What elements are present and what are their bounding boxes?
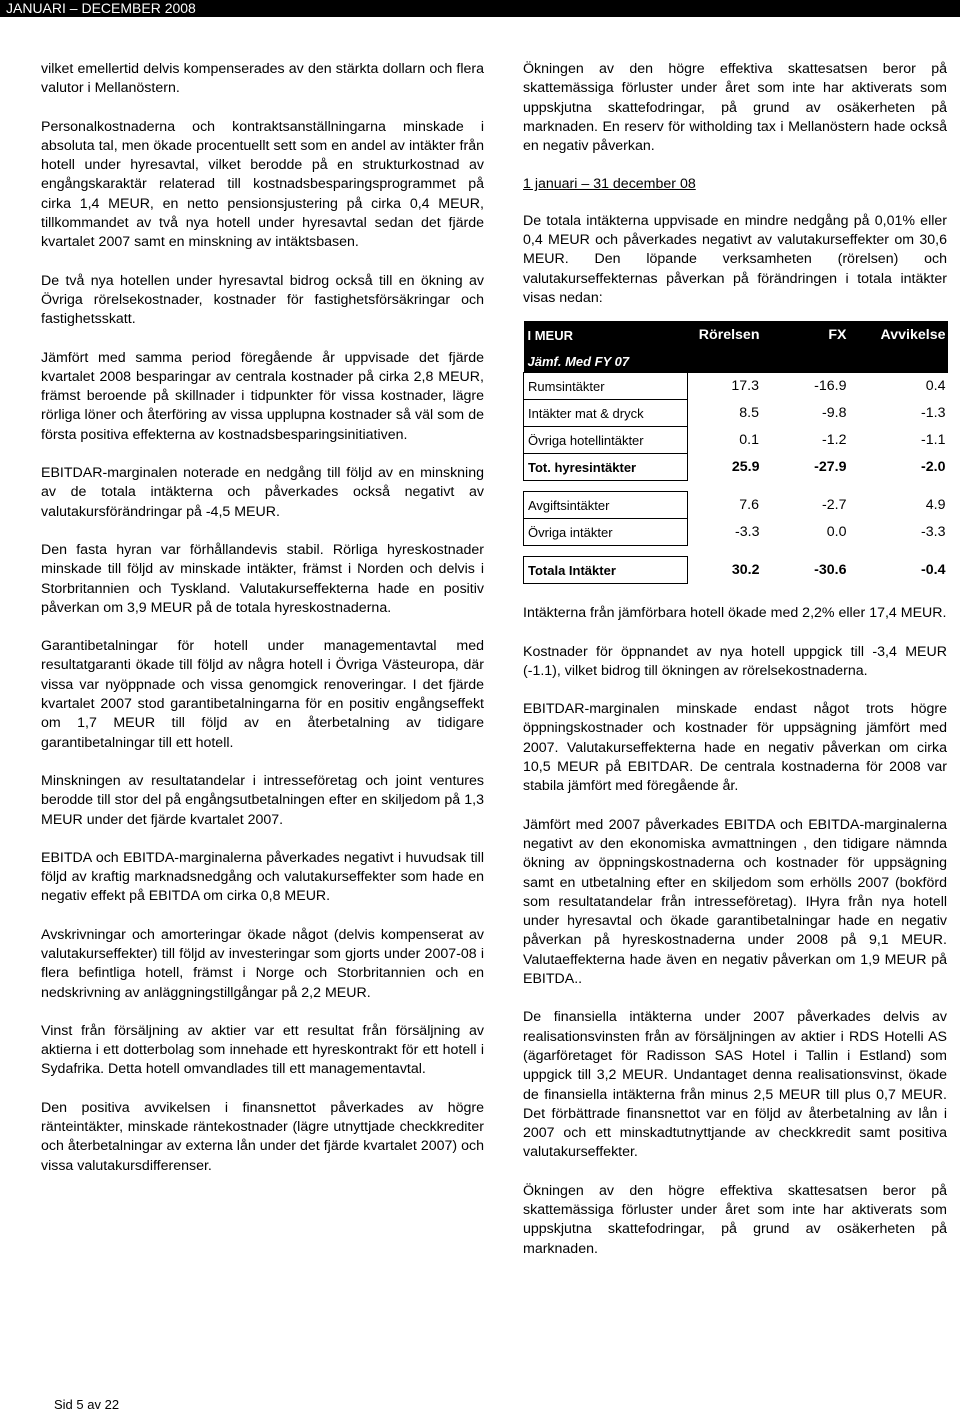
left-paragraph-10: Avskrivningar och amorteringar ökade något (delvis kompenserat av valutakurseffekter) till följd av investeringar som gjorts under 2007-08 i flera befintliga hotell, främst i Norge och Storbritannien och en nedskrivning av anläggningstillgångar på 2,2 MEUR.: [41, 926, 484, 1001]
left-paragraph-5: EBITDAR-marginalen noterade en nedgång till följd av en minskning av de totala intäkterna och påverkades också negativt av valutakursförändringar på -4,5 MEUR.: [41, 465, 484, 520]
column-header-rorelsen: Rörelsen: [688, 321, 762, 350]
left-paragraph-11: Vinst från försäljning av aktier var ett resultat från försäljning av aktierna i ett dotterbolag som innehade ett hyreskontrakt för ett hotell i Sydafrika. Detta hotell omvandlades till ett managementavtal.: [41, 1022, 484, 1078]
right-paragraph-1: Intäkterna från jämförbara hotell ökade med 2,2% eller 17,4 MEUR.: [523, 605, 947, 622]
row-label: Övriga intäkter: [524, 519, 688, 546]
table-header-row: [524, 321, 948, 350]
cell-rorelsen: 30.2: [731, 561, 760, 578]
left-paragraph-9: EBITDA och EBITDA-marginalerna påverkades negativt i huvudsak till följd av kraftig marknadsnedgång och valutakurseffekter som hade en negativ effekt på EBITDA om cirka 0,8 MEUR.: [41, 849, 484, 905]
right-paragraph-6: Ökningen av den högre effektiva skattesatsen beror på skattemässiga förluster under året som inte har aktiverats som uppskjutna skattefodringar, på grund av osäkerheten på marknaden.: [523, 1182, 947, 1257]
row-label: Avgiftsintäkter: [524, 492, 688, 519]
row-label: Intäkter mat & dryck: [524, 400, 688, 427]
column-header-avvikelse: Avvikelse: [849, 321, 948, 350]
cell-fx: -1.2: [822, 431, 847, 448]
cell-avvikelse: -1.1: [921, 431, 946, 448]
cell-rorelsen: 8.5: [739, 404, 759, 421]
left-paragraph-7: Garantibetalningar för hotell under managementavtal med resultatgaranti ökade till följd av några hotell i Övriga Västeuropa, där vissa var nyöppnade och vissa genomgick renoveringar. I det fjärde kvartalet 2007 stod garantibetalningarna för en positiv engångseffekt om 1,7 MEUR till följd av en återbetalning av tidigare garantibetalningar till ett hotell.: [41, 638, 484, 751]
table-row: [524, 519, 948, 546]
right-paragraph-5: De finansiella intäkterna under 2007 påverkades delvis av realisationsvinsten från av försäljningen av aktier i RDS Hotelli AS (ägarföretaget för Radisson SAS Hotel i Tallin i Estland) som uppgick till 3,2 MEUR. Undantaget denna realisationsvinst, ökade de finansiella intäkterna från minus 2,5 MEUR till plus 0,7 MEUR. Det förbättrade finansnettot var en följd av återbetalning av lån i 2007 och ett minskadtutnyttjande av checkkredit samt positiva valutakurseffekter.: [523, 1009, 947, 1161]
table-gap: [524, 481, 948, 492]
cell-rorelsen: -3.3: [735, 523, 760, 540]
cell-rorelsen: 7.6: [739, 496, 759, 513]
table-row: [524, 492, 948, 519]
cell-avvikelse: 4.9: [925, 496, 946, 513]
total-row: [524, 557, 948, 584]
period-subheading: 1 januari – 31 december 08: [523, 176, 696, 193]
page-number: Sid 5 av 22: [54, 1397, 120, 1412]
header-bar: [0, 0, 960, 17]
cell-rorelsen: 25.9: [731, 458, 760, 475]
cell-avvikelse: -2.0: [921, 458, 946, 475]
row-label: Övriga hotellintäkter: [524, 427, 688, 454]
cell-avvikelse: -1.3: [921, 404, 946, 421]
cell-fx: -16.9: [814, 377, 847, 394]
left-paragraph-3: De två nya hotellen under hyresavtal bidrog också till en ökning av Övriga rörelsekostnader, kostnader för fastighetsförsäkringar och fastighetsskatt.: [41, 272, 484, 328]
left-paragraph-6: Den fasta hyran var förhållandevis stabil. Rörliga hyreskostnader minskade till följd av minskade intäkter, främst i Norden och delvis i Storbritannien och Tyskland. Valutakurseffekterna hade en positiv påverkan om 3,9 MEUR på de totala hyreskostnaderna.: [41, 541, 484, 616]
right-paragraph-3: EBITDAR-marginalen minskade endast något trots högre öppningskostnader och kostnader för uppsägning jämfört med 2007. Valutakurseffekterna hade en negativ påverkan om cirka 10,5 MEUR på EBITDAR. De centrala kostnaderna för 2008 var stabila jämfört med föregående år.: [523, 701, 947, 795]
cell-fx: -27.9: [814, 458, 847, 475]
row-label: Rumsintäkter: [524, 373, 688, 400]
cell-rorelsen: 17.3: [731, 377, 759, 394]
table-row: [524, 400, 948, 427]
subtotal-label: Tot. hyresintäkter: [524, 454, 688, 481]
right-paragraph-2: Kostnader för öppnandet av nya hotell uppgick till -3,4 MEUR (-1.1), vilket bidrog till ökningen av rörelsekostnaderna.: [523, 643, 947, 679]
table-intro-paragraph: De totala intäkterna uppvisade en mindre nedgång på 0,01% eller 0,4 MEUR och påverkades negativt av valutakurseffekter om 30,6 MEUR. Den löpande verksamheten (rörelsen) och valutakurseffekternas påverkan på förändringen i totala intäkter visas nedan:: [523, 212, 947, 306]
cell-fx: -30.6: [814, 561, 847, 578]
left-paragraph-8: Minskningen av resultatandelar i intresseföretag och joint ventures berodde till stor del på engångsutbetalningen efter en skiljedom på 1,3 MEUR under det fjärde kvartalet 2007.: [41, 772, 484, 828]
subtotal-row: [524, 454, 948, 481]
cell-avvikelse: 0.4: [925, 377, 946, 394]
right-intro-paragraph: Ökningen av den högre effektiva skattesatsen beror på skattemässiga förluster under året som inte har aktiverats som uppskjutna skattefodringar, på grund av osäkerheten på marknaden. En reserv för witholding tax i Mellanöstern hade också en negativ påverkan.: [523, 61, 947, 155]
table-gap: [524, 546, 948, 557]
left-paragraph-2: Personalkostnaderna och kontraktsanställningarna minskade i absoluta tal, men ökade procentuellt sett som en andel av intäkter från hotell under hyresavtal, vilket berodde på en strukturkostnad av engångskaraktär relaterad till kostnadsbesparingsprogrammet på cirka 1,4 MEUR, en netto pensionsjustering på cirka 0,4 MEUR, tillkommandet av två nya hotell under hyresavtal sedan det fjärde kvartalet 2007 samt en minskning av intäktsbasen.: [41, 118, 484, 251]
left-paragraph-1: vilket emellertid delvis kompenserades av den stärkta dollarn och flera valutor i Mellanöstern.: [41, 61, 484, 97]
column-header-fx: FX: [762, 321, 849, 350]
table-row: [524, 373, 948, 400]
cell-fx: -2.7: [822, 496, 847, 513]
total-label: Totala Intäkter: [524, 557, 688, 584]
cell-avvikelse: -0.4: [921, 561, 946, 578]
table-row: [524, 427, 948, 454]
right-column: [523, 60, 947, 1278]
right-paragraph-4: Jämfört med 2007 påverkades EBITDA och EBITDA-marginalerna negativt av den ekonomiska avmattningen , den tidigare nämnda ökning av öppningskostnaderna och kostnader för uppsägning samt en utbetalning efter en skiljedom som erhölls 2007 (bokförd som resultatandelar från intresseföretag). IHyra från nya hotell under hyresavtal och ökade garantibetalningar hade en negativ påverkan på hyreskostnaderna under 2008 på 9,1 MEUR. Valutaeffekterna hade även en negativ påverkan om 1,9 MEUR på EBITDA..: [523, 816, 947, 988]
cell-fx: 0.0: [826, 523, 847, 540]
cell-avvikelse: -3.3: [921, 523, 946, 540]
cell-rorelsen: 0.1: [739, 431, 759, 448]
cell-fx: -9.8: [822, 404, 847, 421]
header-title: JANUARI – DECEMBER 2008: [6, 0, 196, 16]
table-header-sub: Jämf. Med FY 07: [524, 350, 688, 373]
table-subheader-row: [524, 350, 948, 373]
left-column: [41, 60, 484, 1195]
revenue-table: [523, 321, 948, 584]
table-header-label: I MEUR: [524, 321, 688, 350]
left-paragraph-4: Jämfört med samma period föregående år uppvisade det fjärde kvartalet 2008 besparingar av centrala kostnader på cirka 2,8 MEUR, främst beroende på skillnader i tidpunkter för vissa kostnader, lägre rörliga löner och återföring av vissa upplupna kostnader så väl som de första positiva effekterna av kostnadsbesparingsinitiativen.: [41, 349, 484, 443]
left-paragraph-12: Den positiva avvikelsen i finansnettot påverkades av högre ränteintäkter, minskade räntekostnader (lägre utnyttjade checkkrediter och återbetalningar av externa lån under det fjärde kvartalet 2007) och vissa valutakursdifferenser.: [41, 1099, 484, 1174]
